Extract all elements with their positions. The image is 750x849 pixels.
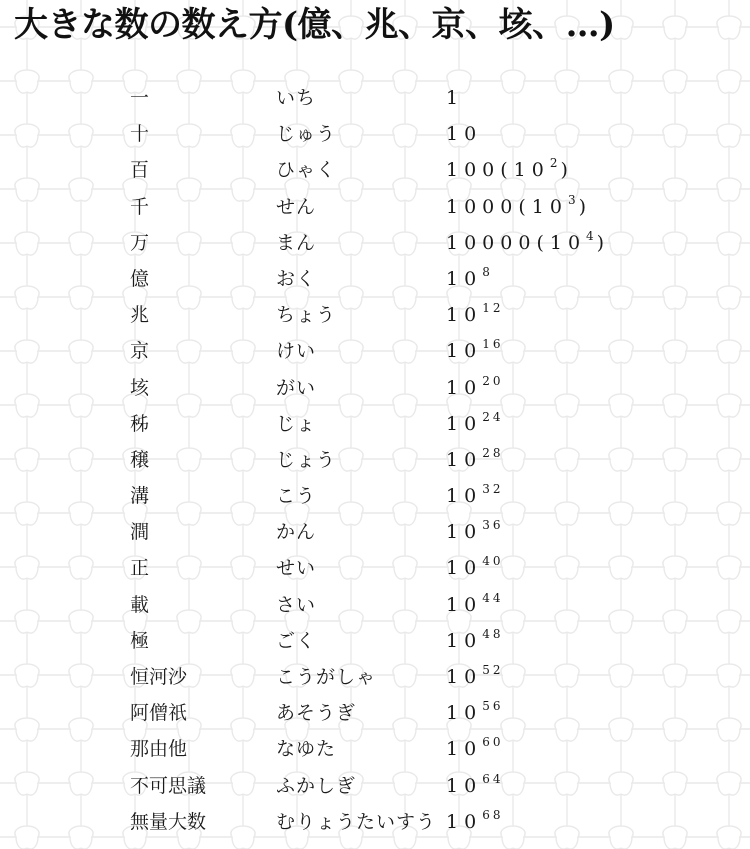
unit-kanji: 載 [130,593,150,616]
unit-kanji: 溝 [130,485,150,508]
unit-value [446,587,503,623]
table-row [128,659,648,695]
unit-reading: ちょう [276,304,337,327]
value-exponent: 64 [482,771,504,786]
table-row [128,442,648,478]
unit-value [446,261,493,297]
unit-reading: なゆた [276,738,337,761]
value-base: 10 [446,448,483,471]
value-exponent: 60 [482,735,504,750]
value-exponent: 52 [482,663,504,677]
unit-value [446,804,503,840]
unit-reading: こう [276,485,317,508]
unit-reading: いち [276,87,317,109]
value-exponent: 2 [549,156,561,171]
value-base: 10 [446,593,483,616]
unit-kanji: 億 [130,267,150,290]
value-base: 10 [446,774,483,797]
value-exponent: 8 [482,264,493,279]
unit-kanji: 穣 [130,448,150,471]
unit-kanji: 阿僧祇 [130,702,188,725]
table-row [128,731,648,767]
number-units-table [128,80,648,840]
value-base: 10 [446,557,483,580]
value-base: 10 [446,485,483,508]
value-exponent: 28 [482,445,504,460]
table-row [128,152,648,188]
unit-kanji: 十 [130,123,150,146]
table-row [128,225,648,261]
unit-value [446,80,464,116]
value-exponent: 20 [482,373,504,388]
unit-reading: せん [276,195,317,218]
value-exponent: 40 [482,554,504,569]
unit-reading: こうがしゃ [276,666,377,688]
unit-reading: ごく [276,629,317,652]
table-row [128,550,648,586]
table-row [128,587,648,623]
value-suffix: ) [578,195,593,218]
unit-kanji: 那由他 [130,738,188,761]
unit-reading: まん [276,231,317,254]
unit-reading: せい [276,557,317,580]
unit-reading: じょ [276,412,317,435]
unit-reading: ひゃく [276,159,337,182]
unit-kanji: 正 [130,557,150,580]
value-exponent: 32 [482,482,504,497]
table-row [128,189,648,225]
table-row [128,804,648,840]
unit-value [446,623,503,659]
table-row [128,333,648,369]
value-suffix: ) [560,159,574,182]
unit-value [446,333,503,369]
unit-value [446,478,503,514]
unit-reading: あそうぎ [276,702,357,725]
unit-value [446,189,592,225]
table-row [128,370,648,406]
value-exponent: 16 [482,337,504,352]
unit-reading: おく [276,267,317,290]
unit-kanji: 極 [130,629,150,652]
value-base: 10 [446,267,483,290]
unit-kanji: 無量大数 [130,810,207,833]
unit-kanji: 澗 [130,521,150,544]
table-row [128,80,648,116]
value-exponent: 68 [482,807,504,822]
value-base: 10 [446,629,483,652]
unit-kanji: 京 [130,340,150,363]
value-base: 10 [446,412,483,435]
value-base: 10 [446,376,483,399]
value-base: 10 [446,738,483,761]
value-base: 10 [446,340,483,363]
value-exponent: 48 [482,626,504,641]
unit-value [446,406,503,442]
value-base: 10 [446,810,483,833]
unit-kanji: 垓 [130,376,150,399]
unit-value [446,116,482,152]
value-exponent: 24 [482,409,504,424]
value-exponent: 36 [482,518,504,533]
value-exponent: 4 [586,228,597,243]
table-row [128,116,648,152]
table-row [128,514,648,550]
value-base: 10 [446,521,483,544]
unit-kanji: 兆 [130,304,150,327]
value-exponent: 3 [567,192,579,207]
unit-value [446,370,503,406]
unit-reading: じゅう [276,123,337,146]
unit-value [446,659,503,695]
value-base: 10000(10 [446,231,587,254]
value-base: 1 [446,87,465,109]
table-row [128,261,648,297]
value-suffix: ) [596,231,611,254]
table-row [128,768,648,804]
value-base: 100(10 [446,159,550,182]
value-base: 10 [446,666,483,688]
unit-value [446,695,503,731]
value-base: 10 [446,702,483,725]
table-row [128,297,648,333]
unit-kanji: 一 [130,87,150,109]
value-base: 1000(10 [446,195,568,218]
unit-reading: がい [276,376,317,399]
unit-kanji: 秭 [130,412,150,435]
unit-value [446,225,610,261]
unit-reading: じょう [276,448,337,471]
table-row [128,623,648,659]
unit-reading: かん [276,521,317,544]
unit-kanji: 恒河沙 [130,666,188,688]
value-exponent: 12 [482,301,504,316]
value-exponent: 56 [482,699,504,714]
unit-kanji: 不可思議 [130,774,207,797]
page-title: 大きな数の数え方(億、兆、京、垓、…) [14,5,615,45]
table-row [128,406,648,442]
unit-reading: さい [276,593,317,616]
unit-value [446,550,503,586]
unit-reading: ふかしぎ [276,774,357,797]
table-row [128,478,648,514]
value-base: 10 [446,304,483,327]
unit-kanji: 千 [130,195,150,218]
unit-kanji: 百 [130,159,150,182]
unit-kanji: 万 [130,231,150,254]
unit-value [446,768,503,804]
unit-reading: むりょうたいすう [276,810,437,833]
unit-reading: けい [276,340,317,363]
unit-value [446,297,503,333]
value-base: 10 [446,123,483,146]
unit-value [446,152,574,188]
unit-value [446,442,503,478]
value-exponent: 44 [482,590,504,605]
table-row [128,695,648,731]
unit-value [446,514,503,550]
unit-value [446,731,503,767]
